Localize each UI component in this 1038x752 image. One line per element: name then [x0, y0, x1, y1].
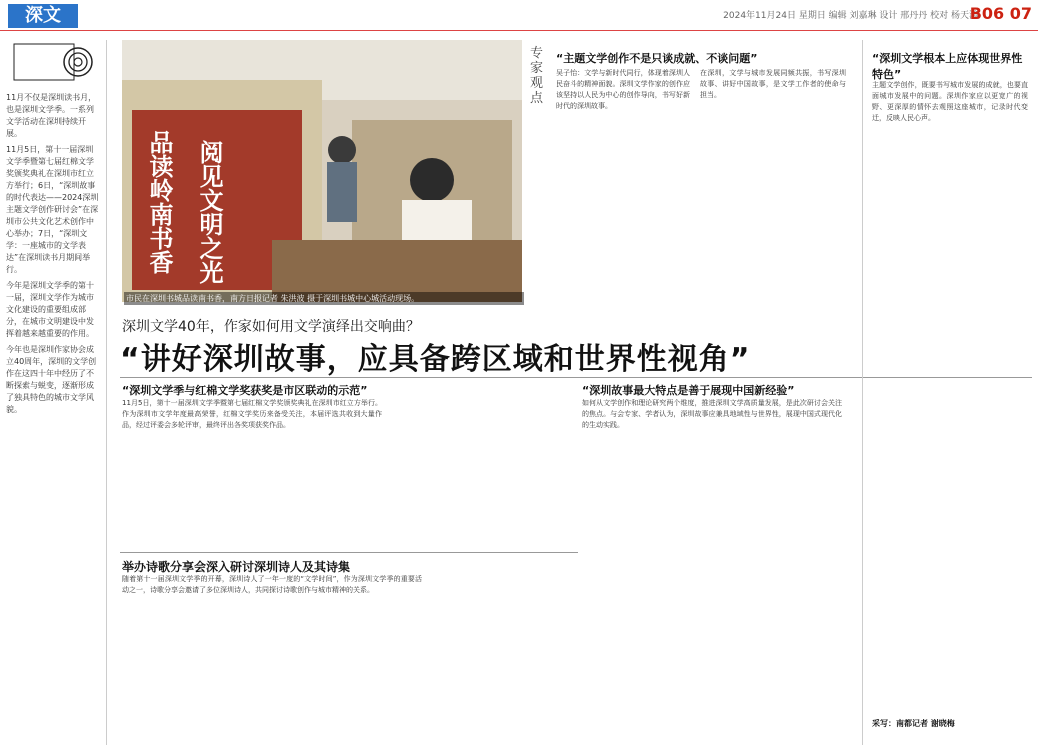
- headline-kicker: 深圳文学40年，作家如何用文学演绎出交响曲？: [122, 319, 420, 335]
- section-badge: 深文: [8, 4, 78, 28]
- opinion-tag: 专家观点: [530, 46, 544, 106]
- opinion-body: 主题文学创作，既要书写城市发展的成就，也要直面城市发展中的问题。深圳作家应以更宽广的视野、更深厚的情怀去观照这座城市，记录时代变迁，反映人民心声。: [872, 81, 1028, 122]
- column-divider: [106, 40, 107, 745]
- spiral-decoration-icon: [12, 40, 94, 88]
- opinion-heading: “主题文学创作不是只谈成就、不谈问题”: [556, 52, 758, 65]
- headline-title: “讲好深圳故事，应具备跨区域和世界性视角”: [120, 342, 751, 377]
- section-body: 如何从文学创作和理论研究两个维度，推进深圳文学高质量发展，是此次研讨会关注的焦点。与会专家、学者认为，深圳故事应兼具地域性与世界性，展现中国式现代化的生动实践。: [582, 399, 842, 429]
- section-body: 11月5日，第十一届深圳文学季暨第七届红棉文学奖颁奖典礼在深圳市红立方举行。作为深圳市文学年度最高荣誉，红棉文学奖历来备受关注，本届评选共收到大量作品，经过评委会多轮评审，最终评出各奖项获奖作品。: [122, 399, 382, 429]
- page-number: B06 07: [969, 4, 1032, 23]
- opinion-body: 在深圳，文学与城市发展同频共振，书写深圳故事、讲好中国故事，是文学工作者的使命与担当。: [700, 69, 846, 99]
- section-rule: [120, 552, 578, 553]
- banner-text-2: 阅见文明之光: [195, 140, 223, 284]
- photo-caption: 市民在深圳书城品读南书香，南方日报记者 朱洪波 摄于深圳书城中心城活动现场。: [124, 292, 524, 305]
- intro-paragraph: 今年也是深圳作家协会成立40周年，深圳的文学创作在这四十年中经历了不断探索与蜕变，逐渐形成了独具特色的城市文学风貌。: [6, 345, 97, 414]
- issue-meta: 2024年11月24日 星期日 编辑 刘嘉琳 设计 邢丹丹 校对 杨天鸿: [723, 11, 978, 21]
- left-intro-column: [6, 92, 100, 752]
- opinion-body: 吴子怡：文学与新时代同行，体现着深圳人民奋斗的精神面貌。深圳文学作家的创作应该坚持以人民为中心的创作导向，书写好新时代的深圳故事。: [556, 69, 690, 110]
- section-heading: “深圳文学季与红棉文学奖获奖是市区联动的示范”: [122, 384, 368, 397]
- banner-text-1: 品读岭南书香: [145, 130, 173, 274]
- section-heading: 举办诗歌分享会深入研讨深圳诗人及其诗集: [122, 560, 351, 574]
- section-heading: “深圳故事最大特点是善于展现中国新经验”: [582, 384, 795, 397]
- intro-paragraph: 今年是深圳文学季的第十一届，深圳文学作为城市文化建设的重要组成部分，在城市文明建设中发挥着越来越重要的作用。: [6, 281, 94, 338]
- opinion-heading: “深圳文学根本上应体现世界性特色”: [872, 52, 1023, 81]
- column-divider: [862, 40, 863, 745]
- section-body: 随着第十一届深圳文学季的开幕，深圳诗人了一年一度的“文学时间”，作为深圳文学季的重要活动之一，诗歌分享会邀请了多位深圳诗人，共同探讨诗歌创作与城市精神的关系。: [122, 575, 422, 594]
- bookfair-photo: [122, 40, 522, 302]
- intro-paragraph: 11月不仅是深圳读书月，也是深圳文学季。一系列文学活动在深圳持续开展。: [6, 93, 97, 138]
- byline: 采写：南都记者 谢晓梅: [872, 719, 955, 728]
- intro-paragraph: 11月5日，第十一届深圳文学季暨第七届红棉文学奖颁奖典礼在深圳市红立方举行；6日，“深圳故事的时代表达——2024深圳主题文学创作研讨会”在深圳市公共文化艺术创作中心举办；7日，“深圳文学：一座城市的文学表达”在深圳读书月期间举行。: [6, 145, 99, 274]
